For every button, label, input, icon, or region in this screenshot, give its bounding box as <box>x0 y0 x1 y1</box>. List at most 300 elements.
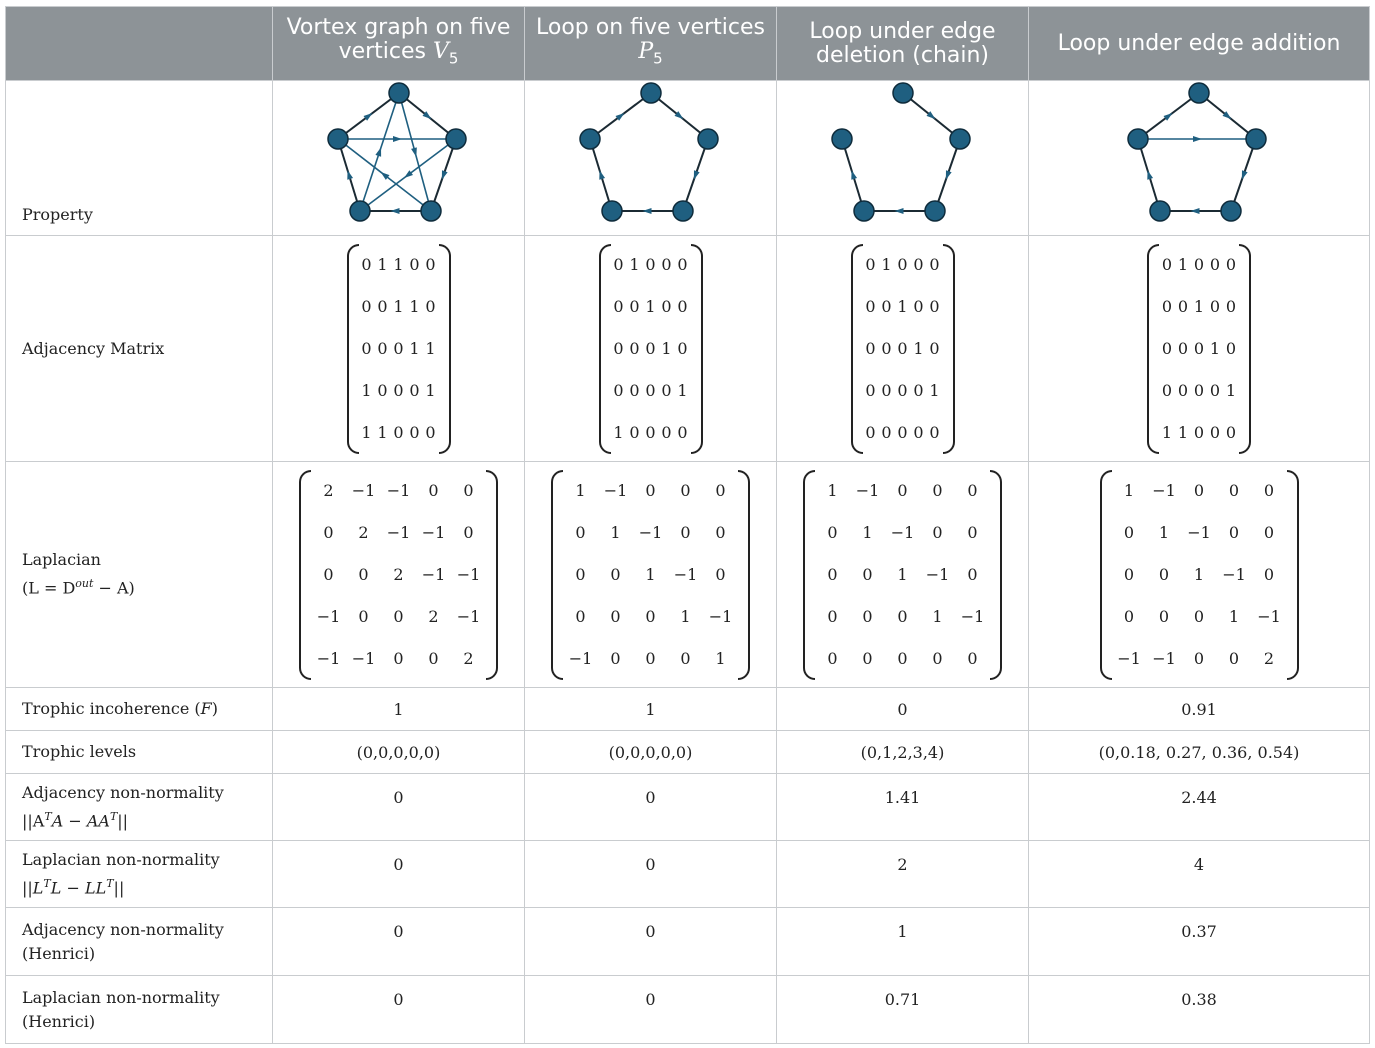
matrix-entry: 0 <box>575 523 586 542</box>
value-cell: 0.91 <box>1029 688 1370 731</box>
matrix-entry: −1 <box>673 565 698 584</box>
matrix-entry: 0 <box>1123 565 1135 584</box>
edge-arrow-icon <box>411 147 417 156</box>
matrix-entry: 0 <box>425 255 436 274</box>
matrix-entry: −1 <box>386 523 411 542</box>
laplacian-matrix <box>1100 470 1299 680</box>
matrix-entry: 0 <box>862 565 873 584</box>
matrix-entry: −1 <box>421 523 446 542</box>
edge-arrow-icon <box>1242 170 1248 179</box>
matrix-entry: 0 <box>680 481 691 500</box>
matrix-entry: 1 <box>881 255 892 274</box>
header-vortex-graph: Vortex graph on five vertices $V_5$ <box>273 7 525 81</box>
value-cell: 0 <box>777 688 1029 731</box>
matrix-entry: −1 <box>855 481 880 500</box>
value-cell: (0,0,0,0,0) <box>273 731 525 774</box>
matrix-entry: 1 <box>610 523 621 542</box>
matrix-entry: 1 <box>377 255 388 274</box>
matrix-entry: −1 <box>1117 649 1141 668</box>
matrix-entry: −1 <box>960 607 985 626</box>
matrix-entry: 0 <box>1225 339 1237 358</box>
matrix-entry: 0 <box>897 381 908 400</box>
matrix-entry: 1 <box>1177 423 1189 442</box>
matrix-entry: 1 <box>377 423 388 442</box>
matrix-entry: 0 <box>677 339 688 358</box>
graph-vertex <box>673 201 693 221</box>
matrix-entry: 0 <box>680 523 691 542</box>
matrix-entry: 0 <box>967 565 978 584</box>
laplacian-formula: $(L = D^{out} - A)$ <box>22 577 135 598</box>
matrix-entry: 1 <box>1161 423 1173 442</box>
graph-vertex <box>446 129 466 149</box>
matrix-entry: −1 <box>890 523 915 542</box>
adjacency-matrix <box>851 244 955 454</box>
value-cell: (0,0.18, 0.27, 0.36, 0.54) <box>1029 731 1370 774</box>
matrix-entry: 0 <box>1225 255 1237 274</box>
matrix-entry: 1 <box>575 481 586 500</box>
laplacian-matrix <box>551 470 750 680</box>
matrix-entry: 1 <box>409 297 420 316</box>
matrix-entry: 0 <box>1193 381 1205 400</box>
value-cell: 0 <box>525 976 777 1044</box>
matrix-entry: −1 <box>1222 565 1246 584</box>
matrix-entry: 0 <box>629 423 640 442</box>
matrix-entry: 0 <box>1209 381 1221 400</box>
graph-vertex <box>1246 129 1266 149</box>
matrix-entry: 0 <box>881 381 892 400</box>
graph-vertex <box>950 129 970 149</box>
matrix-entry: 2 <box>1263 649 1275 668</box>
matrix-entry: 0 <box>1193 649 1205 668</box>
matrix-entry: 0 <box>680 649 691 668</box>
matrix-entry: 0 <box>1161 339 1173 358</box>
graph-vertex <box>580 129 600 149</box>
matrix-entry: 0 <box>1177 297 1189 316</box>
matrix-entry: 0 <box>1158 565 1170 584</box>
matrix-entry: 0 <box>862 607 873 626</box>
adjacency-matrix <box>347 244 451 454</box>
matrix-entry: 1 <box>677 381 688 400</box>
edge-arrow-icon <box>693 170 699 179</box>
header-edge-deletion: Loop under edge deletion (chain) <box>777 7 1029 81</box>
graph-vertex <box>350 201 370 221</box>
matrix-entry: 1 <box>629 255 640 274</box>
graph-vertex <box>854 201 874 221</box>
matrix-entry: −1 <box>456 565 481 584</box>
matrix-entry: 0 <box>1123 523 1135 542</box>
matrix-entry: 1 <box>932 607 943 626</box>
matrix-entry: 0 <box>409 423 420 442</box>
matrix-entry: 0 <box>827 565 838 584</box>
matrix-entry: 0 <box>1161 381 1173 400</box>
matrix-entry: 0 <box>932 523 943 542</box>
matrix-entry: −1 <box>386 481 411 500</box>
matrix-entry: −1 <box>1152 649 1176 668</box>
matrix-entry: 0 <box>409 381 420 400</box>
matrix-entry: 0 <box>865 423 876 442</box>
edge-arrow-icon <box>599 170 605 179</box>
matrix-entry: 0 <box>613 339 624 358</box>
header-corner <box>6 7 273 81</box>
matrix-entry: 0 <box>1193 255 1205 274</box>
header-edge-addition: Loop under edge addition <box>1029 7 1370 81</box>
value-cell: 0.71 <box>777 976 1029 1044</box>
header-row <box>6 7 1370 81</box>
matrix-entry: 0 <box>575 607 586 626</box>
matrix-entry: −1 <box>1187 523 1211 542</box>
matrix-entry: 0 <box>1123 607 1135 626</box>
matrix-entry: −1 <box>638 523 663 542</box>
matrix-entry: 0 <box>645 423 656 442</box>
matrix-entry: 0 <box>827 649 838 668</box>
matrix-entry: 1 <box>661 339 672 358</box>
matrix-entry: 0 <box>629 381 640 400</box>
laplacian-title: Laplacian <box>22 550 101 570</box>
matrix-entry: 0 <box>1263 481 1275 500</box>
matrix-entry: 0 <box>715 523 726 542</box>
edge-arrow-icon <box>390 208 399 214</box>
matrix-entry: 2 <box>358 523 369 542</box>
matrix-entry: 0 <box>428 481 439 500</box>
matrix-entry: 0 <box>897 481 908 500</box>
matrix-entry: 0 <box>929 297 940 316</box>
edge-arrow-icon <box>347 170 353 179</box>
edge-arrow-icon <box>375 147 381 156</box>
edge-arrow-icon <box>392 136 401 142</box>
adjacency-matrix-cell <box>777 236 1029 462</box>
matrix-entry: 0 <box>929 339 940 358</box>
edge-arrow-icon <box>851 170 857 179</box>
adjacency-row <box>6 236 1370 462</box>
matrix-entry: 0 <box>677 297 688 316</box>
value-cell: 4 <box>1029 841 1370 908</box>
value-cell: 2 <box>777 841 1029 908</box>
matrix-entry: 0 <box>865 381 876 400</box>
laplacian-henrici-label: Laplacian non-normality (Henrici) <box>6 976 273 1044</box>
adjacency-matrix-cell <box>525 236 777 462</box>
matrix-entry: 0 <box>428 649 439 668</box>
laplacian-matrix-cell <box>273 462 525 688</box>
matrix-entry: 0 <box>361 339 372 358</box>
matrix-entry: 2 <box>463 649 474 668</box>
graph-vertex <box>602 201 622 221</box>
matrix-entry: 0 <box>645 339 656 358</box>
matrix-entry: −1 <box>925 565 950 584</box>
laplacian-label <box>6 462 273 688</box>
matrix-entry: −1 <box>603 481 628 500</box>
matrix-entry: 0 <box>393 381 404 400</box>
value-cell: 1 <box>777 908 1029 976</box>
graph-vertex <box>389 83 409 103</box>
matrix-entry: 0 <box>393 423 404 442</box>
matrix-entry: 0 <box>358 607 369 626</box>
matrix-entry: 1 <box>425 381 436 400</box>
matrix-entry: 1 <box>897 565 908 584</box>
matrix-entry: 0 <box>865 339 876 358</box>
value-cell: 0 <box>273 976 525 1044</box>
laplacian-henrici-row <box>6 976 1370 1044</box>
laplacian-nonnormality-row <box>6 841 1370 908</box>
matrix-entry: 0 <box>661 255 672 274</box>
matrix-entry: 1 <box>1225 381 1237 400</box>
matrix-entry: 0 <box>393 607 404 626</box>
laplacian-matrix <box>803 470 1002 680</box>
matrix-entry: 0 <box>677 423 688 442</box>
edge-arrow-icon <box>441 170 447 179</box>
matrix-entry: 0 <box>1209 255 1221 274</box>
matrix-entry: −1 <box>421 565 446 584</box>
matrix-entry: 0 <box>645 255 656 274</box>
graph-vertex <box>832 129 852 149</box>
value-cell: 0 <box>525 908 777 976</box>
matrix-entry: 0 <box>1228 649 1240 668</box>
matrix-entry: 0 <box>897 255 908 274</box>
chain-graph-diagram <box>823 81 983 231</box>
vortex-graph-cell <box>273 81 525 236</box>
matrix-entry: 0 <box>661 423 672 442</box>
laplacian-nonnormality-label: Laplacian non-normality $||L^TL - LL^T||$ <box>6 841 273 908</box>
adjacency-matrix-cell <box>1029 236 1370 462</box>
matrix-entry: 0 <box>897 339 908 358</box>
matrix-entry: 1 <box>862 523 873 542</box>
matrix-entry: 0 <box>629 297 640 316</box>
graph-vertex <box>1128 129 1148 149</box>
loop-graph-diagram <box>571 81 731 231</box>
chain-graph-cell <box>777 81 1029 236</box>
matrix-entry: 0 <box>1225 423 1237 442</box>
matrix-entry: 1 <box>393 297 404 316</box>
trophic-incoherence-row <box>6 688 1370 731</box>
adjacency-matrix <box>599 244 703 454</box>
matrix-entry: −1 <box>568 649 593 668</box>
matrix-entry: −1 <box>316 649 341 668</box>
matrix-entry: 0 <box>393 339 404 358</box>
trophic-incoherence-label: Trophic incoherence (F) <box>6 688 273 731</box>
matrix-entry: 0 <box>610 565 621 584</box>
header-loop: Loop on five vertices $P_5$ <box>525 7 777 81</box>
matrix-entry: 0 <box>827 607 838 626</box>
matrix-entry: 0 <box>661 381 672 400</box>
trophic-levels-label: Trophic levels <box>6 731 273 774</box>
trophic-levels-row <box>6 731 1370 774</box>
matrix-entry: 0 <box>862 649 873 668</box>
matrix-entry: 0 <box>865 297 876 316</box>
loop-graph-cell <box>525 81 777 236</box>
graph-vertex <box>925 201 945 221</box>
properties-table <box>5 6 1370 1044</box>
matrix-entry: 1 <box>827 481 838 500</box>
matrix-entry: 0 <box>645 649 656 668</box>
matrix-entry: 1 <box>1193 565 1205 584</box>
matrix-entry: 0 <box>1263 523 1275 542</box>
matrix-entry: 0 <box>613 381 624 400</box>
matrix-entry: 0 <box>897 423 908 442</box>
matrix-entry: 0 <box>1177 381 1189 400</box>
matrix-entry: 0 <box>323 523 334 542</box>
matrix-entry: 0 <box>929 255 940 274</box>
adjacency-matrix-cell <box>273 236 525 462</box>
matrix-entry: 0 <box>677 255 688 274</box>
matrix-entry: 0 <box>913 297 924 316</box>
matrix-entry: 0 <box>1193 339 1205 358</box>
matrix-entry: 0 <box>377 339 388 358</box>
value-cell: 0 <box>273 774 525 841</box>
laplacian-matrix-cell <box>525 462 777 688</box>
matrix-entry: 1 <box>715 649 726 668</box>
matrix-entry: 1 <box>1193 297 1205 316</box>
matrix-entry: 0 <box>967 481 978 500</box>
property-label: Property <box>6 81 273 236</box>
matrix-entry: 0 <box>1177 339 1189 358</box>
vortex-graph-diagram <box>319 81 479 231</box>
value-cell: 0.38 <box>1029 976 1370 1044</box>
value-cell: (0,0,0,0,0) <box>525 731 777 774</box>
graph-vertex <box>1189 83 1209 103</box>
graph-vertex <box>641 83 661 103</box>
matrix-entry: 0 <box>881 339 892 358</box>
graph-vertex <box>421 201 441 221</box>
edge-arrow-icon <box>945 170 951 179</box>
matrix-entry: 0 <box>1158 607 1170 626</box>
matrix-entry: 1 <box>393 255 404 274</box>
matrix-entry: −1 <box>316 607 341 626</box>
graph-vertex <box>1150 201 1170 221</box>
matrix-entry: 1 <box>913 339 924 358</box>
adjacency-nonnormality-formula: $||A^TA - AA^T||$ <box>22 809 129 831</box>
matrix-entry: −1 <box>351 481 376 500</box>
matrix-entry: 0 <box>1228 481 1240 500</box>
matrix-entry: 0 <box>661 297 672 316</box>
matrix-entry: 1 <box>361 423 372 442</box>
matrix-entry: 0 <box>613 297 624 316</box>
matrix-entry: −1 <box>351 649 376 668</box>
matrix-entry: −1 <box>708 607 733 626</box>
matrix-entry: 0 <box>1161 297 1173 316</box>
matrix-entry: 0 <box>645 607 656 626</box>
adjacency-henrici-row <box>6 908 1370 976</box>
matrix-entry: 1 <box>361 381 372 400</box>
matrix-entry: 0 <box>575 565 586 584</box>
matrix-entry: 0 <box>715 481 726 500</box>
value-cell: (0,1,2,3,4) <box>777 731 1029 774</box>
matrix-entry: 0 <box>358 565 369 584</box>
graph-vertex <box>893 83 913 103</box>
matrix-entry: 0 <box>361 255 372 274</box>
laplacian-matrix <box>299 470 498 680</box>
value-cell: 1 <box>525 688 777 731</box>
matrix-entry: 1 <box>613 423 624 442</box>
edge-arrow-icon <box>1193 136 1202 142</box>
matrix-entry: 0 <box>610 649 621 668</box>
matrix-entry: 0 <box>1225 297 1237 316</box>
matrix-entry: 0 <box>425 297 436 316</box>
matrix-entry: 0 <box>881 423 892 442</box>
matrix-entry: 0 <box>1209 297 1221 316</box>
matrix-entry: 0 <box>463 481 474 500</box>
matrix-entry: 0 <box>865 255 876 274</box>
matrix-entry: 0 <box>897 607 908 626</box>
matrix-entry: 0 <box>393 649 404 668</box>
edge-addition-graph-diagram <box>1119 81 1279 231</box>
matrix-entry: 2 <box>323 481 334 500</box>
matrix-entry: 0 <box>1161 255 1173 274</box>
graph-vertex <box>328 129 348 149</box>
matrix-entry: 0 <box>629 339 640 358</box>
value-cell: 0 <box>273 841 525 908</box>
value-cell: 0.37 <box>1029 908 1370 976</box>
matrix-entry: 1 <box>1123 481 1135 500</box>
graph-vertex <box>698 129 718 149</box>
matrix-entry: 0 <box>1193 423 1205 442</box>
matrix-entry: 0 <box>409 255 420 274</box>
graph-row <box>6 81 1370 236</box>
matrix-entry: 0 <box>1209 423 1221 442</box>
laplacian-matrix-cell <box>1029 462 1370 688</box>
matrix-entry: 0 <box>425 423 436 442</box>
matrix-entry: 0 <box>1263 565 1275 584</box>
matrix-entry: 0 <box>645 481 656 500</box>
matrix-entry: 1 <box>645 565 656 584</box>
matrix-entry: 1 <box>409 339 420 358</box>
laplacian-row <box>6 462 1370 688</box>
matrix-entry: 0 <box>827 523 838 542</box>
matrix-entry: 0 <box>377 297 388 316</box>
matrix-entry: 0 <box>967 649 978 668</box>
matrix-entry: 1 <box>897 297 908 316</box>
matrix-entry: 1 <box>1228 607 1240 626</box>
matrix-entry: 0 <box>897 649 908 668</box>
laplacian-matrix-cell <box>777 462 1029 688</box>
matrix-entry: 0 <box>967 523 978 542</box>
matrix-entry: 0 <box>613 255 624 274</box>
laplacian-nonnormality-formula: $||L^TL - LL^T||$ <box>22 876 125 898</box>
matrix-entry: 2 <box>428 607 439 626</box>
matrix-entry: 2 <box>393 565 404 584</box>
adjacency-nonnormality-label: Adjacency non-normality $||A^TA - AA^T||$ <box>6 774 273 841</box>
matrix-entry: −1 <box>1257 607 1281 626</box>
graph-vertex <box>1221 201 1241 221</box>
matrix-entry: 0 <box>715 565 726 584</box>
value-cell: 0 <box>525 774 777 841</box>
edge-arrow-icon <box>894 208 903 214</box>
value-cell: 1 <box>273 688 525 731</box>
matrix-entry: 0 <box>1193 481 1205 500</box>
matrix-entry: 1 <box>929 381 940 400</box>
matrix-entry: −1 <box>1152 481 1176 500</box>
adjacency-henrici-label: Adjacency non-normality (Henrici) <box>6 908 273 976</box>
edge-arrow-icon <box>1147 170 1153 179</box>
matrix-entry: 0 <box>932 481 943 500</box>
adjacency-nonnormality-row <box>6 774 1370 841</box>
matrix-entry: 0 <box>913 381 924 400</box>
value-cell: 0 <box>525 841 777 908</box>
matrix-entry: 0 <box>929 423 940 442</box>
matrix-entry: 0 <box>913 255 924 274</box>
matrix-entry: 1 <box>1158 523 1170 542</box>
edge-arrow-icon <box>1191 208 1200 214</box>
matrix-entry: 0 <box>932 649 943 668</box>
adjacency-matrix <box>1147 244 1251 454</box>
matrix-entry: 1 <box>1177 255 1189 274</box>
matrix-entry: 1 <box>425 339 436 358</box>
matrix-entry: 0 <box>463 523 474 542</box>
matrix-entry: 0 <box>1193 607 1205 626</box>
matrix-entry: 0 <box>881 297 892 316</box>
value-cell: 2.44 <box>1029 774 1370 841</box>
matrix-entry: 0 <box>610 607 621 626</box>
matrix-entry: 0 <box>361 297 372 316</box>
matrix-entry: 0 <box>645 381 656 400</box>
